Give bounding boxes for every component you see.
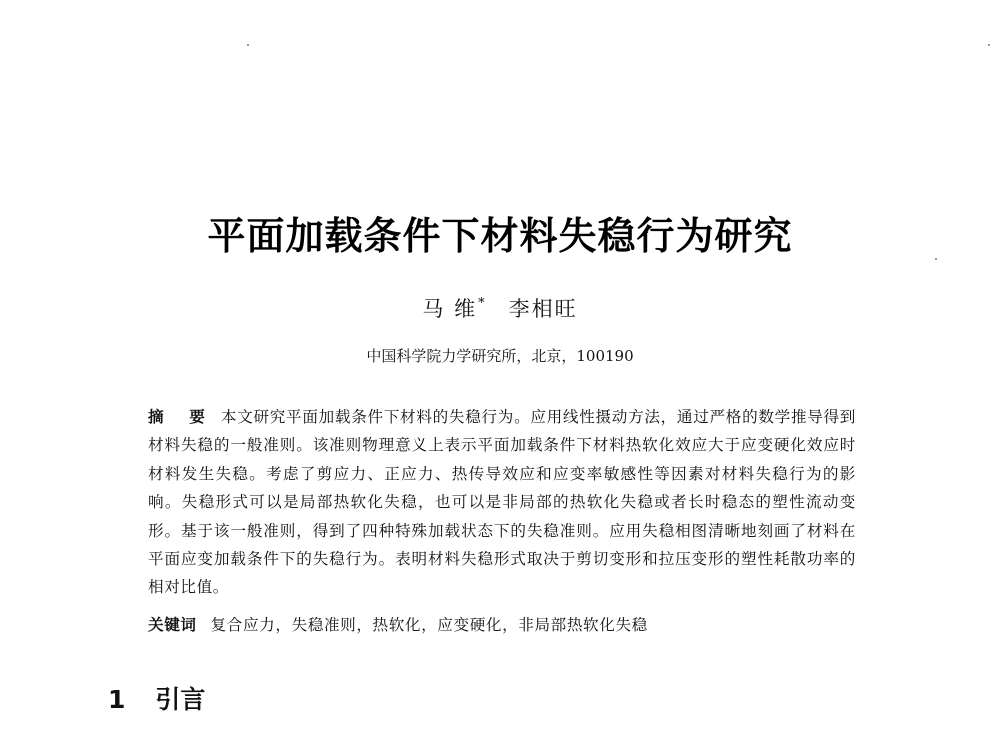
corresponding-author-mark: * — [478, 296, 487, 311]
section-heading — [108, 680, 205, 716]
keywords-label: 关键词 — [148, 615, 197, 634]
author-name: 李相旺 — [508, 297, 578, 321]
author-line — [0, 293, 1000, 323]
section-number: 1 — [108, 685, 126, 714]
scan-speck — [247, 44, 249, 46]
keywords-text: 复合应力，失稳准则，热软化，应变硬化，非局部热软化失稳 — [210, 616, 648, 634]
scan-speck — [988, 44, 990, 46]
keywords-line — [148, 613, 856, 635]
abstract-label: 摘 要 — [148, 407, 215, 426]
abstract-paragraph — [148, 403, 856, 602]
section-title: 引言 — [155, 685, 206, 714]
paper-title: 平面加载条件下材料失稳行为研究 — [207, 214, 793, 258]
abstract-text: 本文研究平面加载条件下材料的失稳行为。应用线性摄动方法，通过严格的数学推导得到材料失稳的一般准则。该准则物理意义上表示平面加载条件下材料热软化效应大于应变硬化效应时材料发生失稳。考虑了剪应力、正应力、热传导效应和应变率敏感性等因素对材料失稳行为的影响。失稳形式可以是局部热软化失稳，也可以是非局部的热软化失稳或者长时稳态的塑性流动变形。基于该一般准则，得到了四种特殊加载状态下的失稳准则。应用失稳相图清晰地刻画了材料在平面应变加载条件下的失稳行为。表明材料失稳形式取决于剪切变形和拉压变形的塑性耗散功率的相对比值。 — [148, 408, 856, 597]
affiliation: 中国科学院力学研究所，北京，100190 — [366, 347, 634, 365]
author-name: 马 维 — [422, 297, 478, 321]
